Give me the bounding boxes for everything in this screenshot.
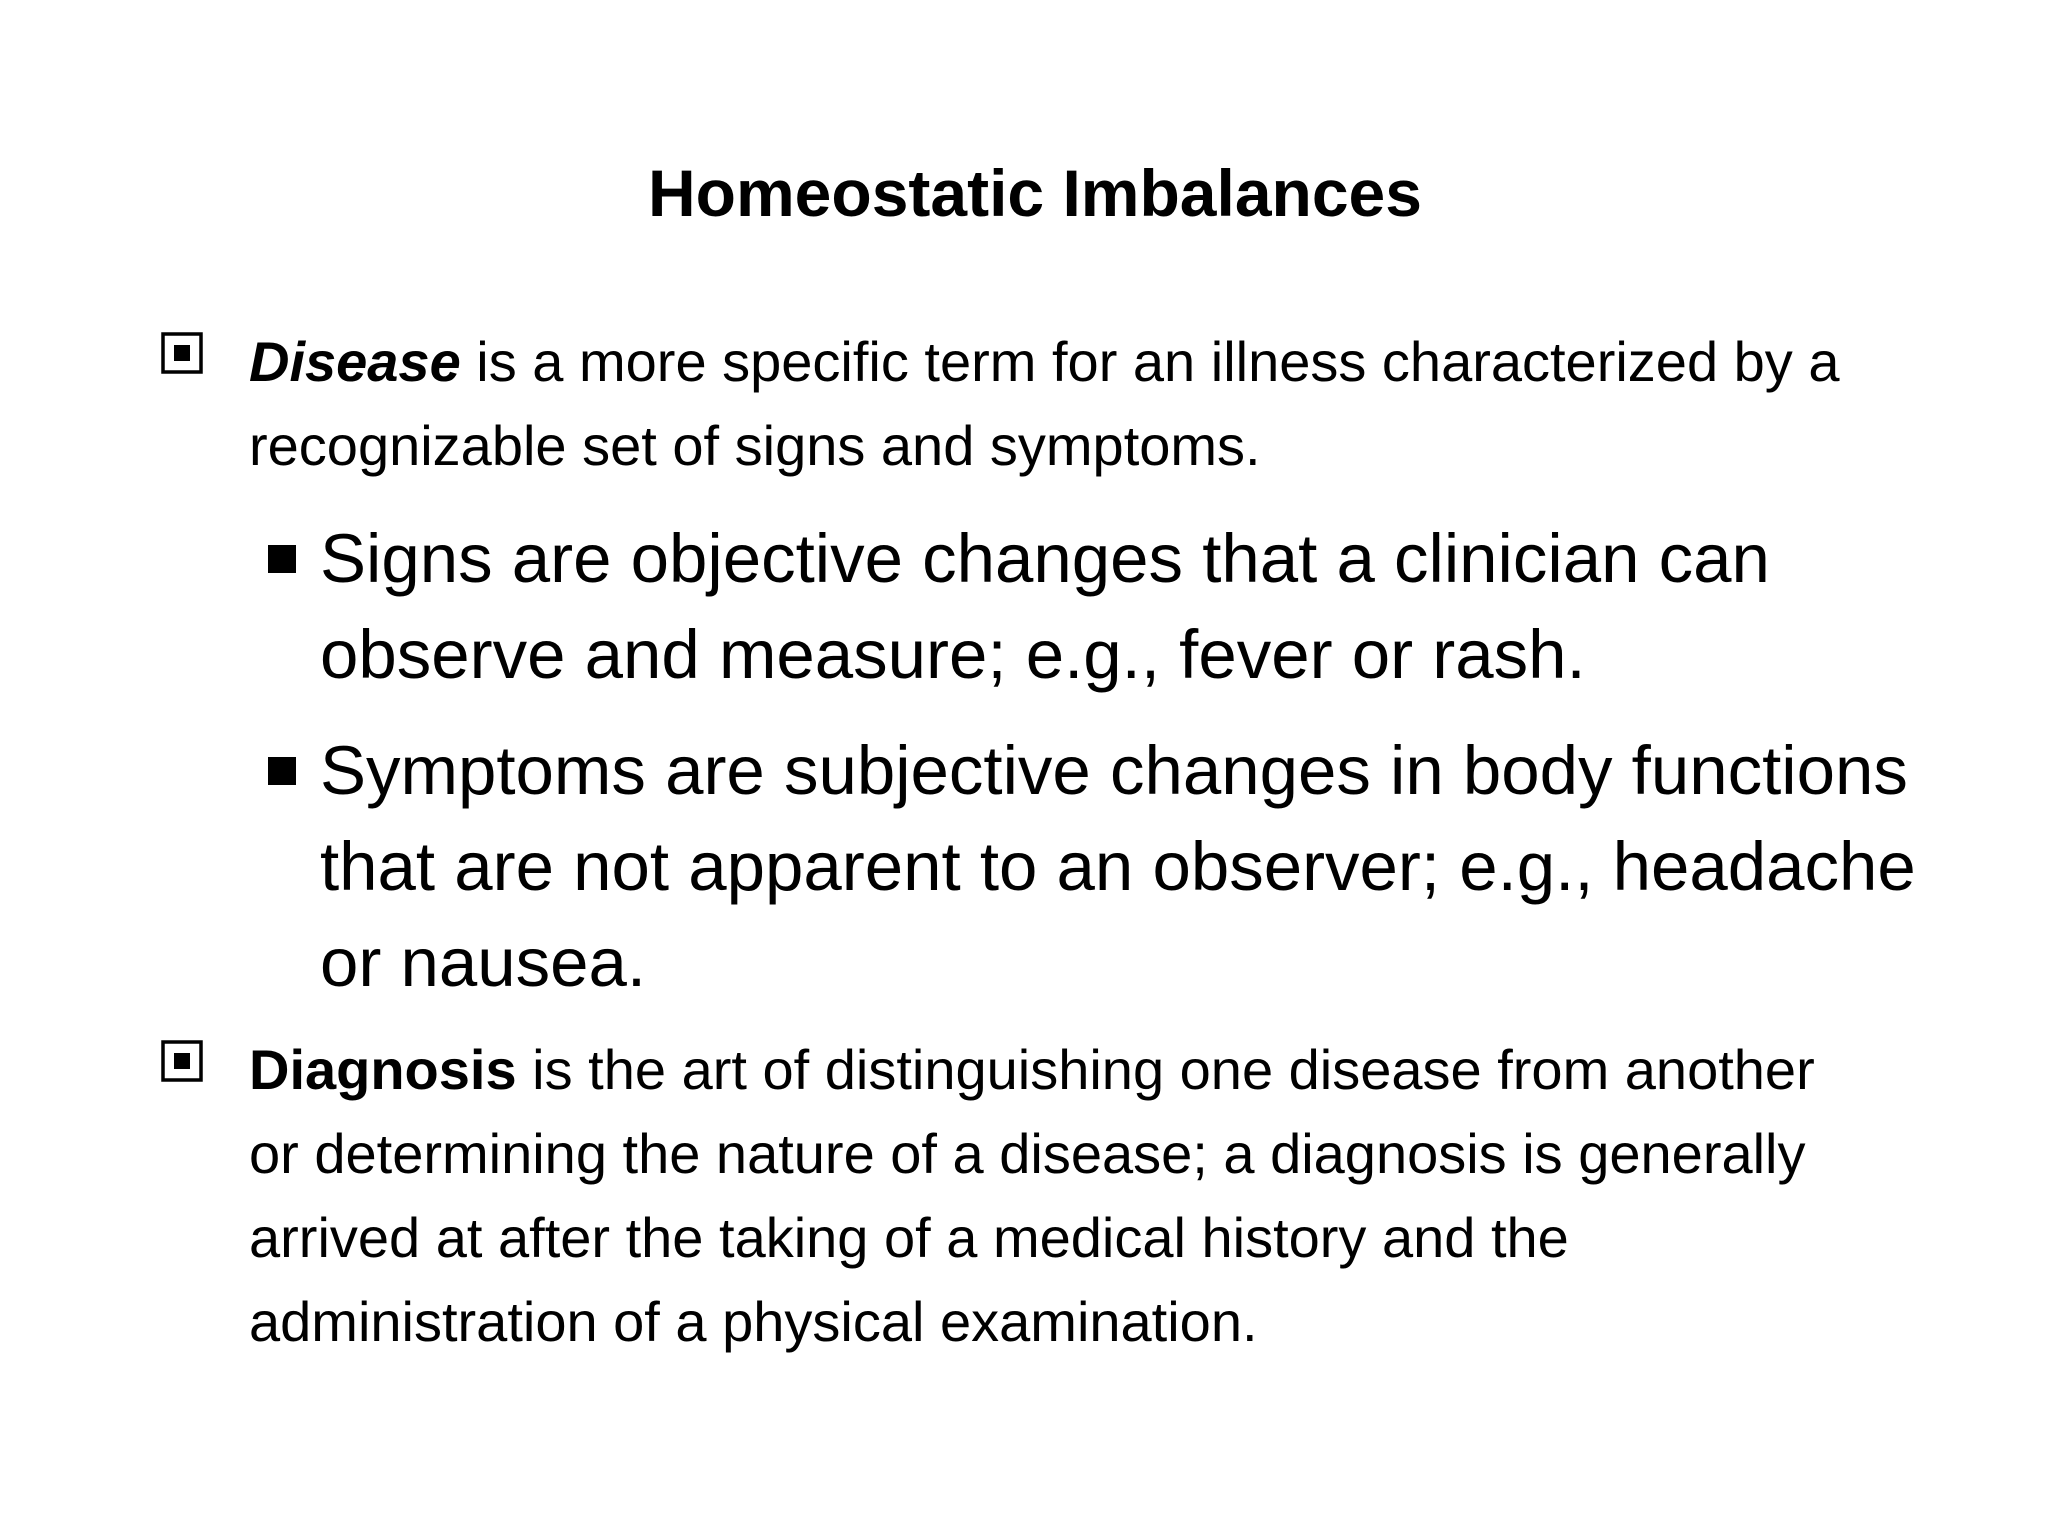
slide-title: Homeostatic Imbalances xyxy=(648,156,1422,230)
boxed-dot-icon xyxy=(161,332,203,374)
boxed-dot-icon xyxy=(161,1040,203,1082)
symptoms-line-1: Symptoms are subjective changes in body functions xyxy=(320,732,1908,809)
disease-line-2: recognizable set of signs and symptoms. xyxy=(249,414,1261,477)
bullet-disease-line-1 xyxy=(249,320,2039,404)
diagnosis-line-3: arrived at after the taking of a medical history and the xyxy=(249,1206,1569,1269)
diagnosis-line-1-rest: is the art of distinguishing one disease from another xyxy=(516,1038,1815,1101)
bullet-diagnosis-line-1 xyxy=(249,1028,2039,1112)
filled-square-icon xyxy=(268,757,296,785)
disease-term: Disease xyxy=(249,330,461,393)
symptoms-line-2: that are not apparent to an observer; e.g., headache xyxy=(320,828,1916,905)
symptoms-line-3: or nausea. xyxy=(320,924,647,1001)
bullet-diagnosis-text xyxy=(249,1028,2039,1364)
diagnosis-line-2: or determining the nature of a disease; a diagnosis is generally xyxy=(249,1122,1806,1185)
diagnosis-term: Diagnosis xyxy=(249,1038,517,1101)
filled-square-icon xyxy=(268,545,296,573)
signs-line-2: observe and measure; e.g., fever or rash. xyxy=(320,616,1586,693)
diagnosis-line-4: administration of a physical examination. xyxy=(249,1290,1258,1353)
signs-line-1: Signs are objective changes that a clinician can xyxy=(320,520,1770,597)
sub-bullet-signs-text xyxy=(320,511,2048,703)
disease-line-1-rest: is a more specific term for an illness characterized by a xyxy=(460,330,1840,393)
sub-bullet-symptoms-text xyxy=(320,723,2048,1011)
bullet-disease-text xyxy=(249,320,2039,488)
